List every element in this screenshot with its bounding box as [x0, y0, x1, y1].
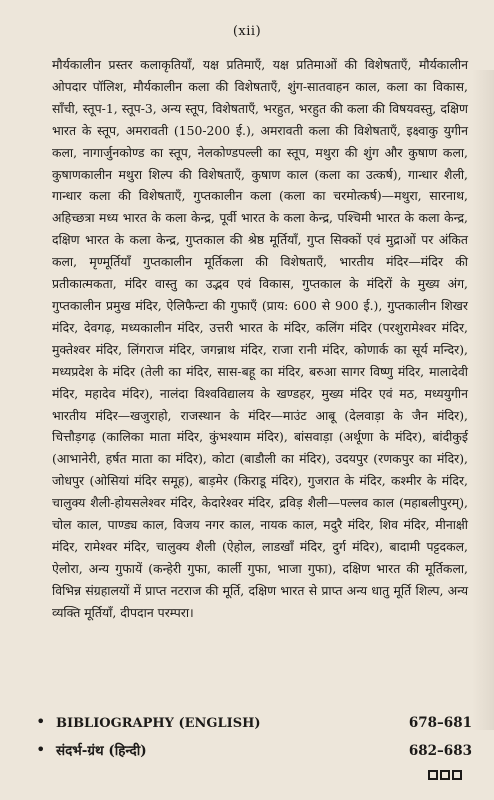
toc-entry-title: BIBLIOGRAPHY (ENGLISH): [56, 716, 261, 731]
bullet-icon: •: [36, 740, 46, 759]
square-icon: [428, 770, 438, 780]
page-number: (xii): [232, 24, 262, 39]
toc-entry-bibliography-english: [36, 714, 472, 731]
contents-body: [52, 54, 468, 624]
toc-entry-pages: 682–683: [408, 743, 472, 759]
three-squares-icon: [428, 770, 462, 780]
toc-entry-bibliography-hindi: [36, 741, 472, 759]
square-icon: [440, 770, 450, 780]
toc-entry-title: संदर्भ-ग्रंथ (हिन्दी): [56, 743, 147, 759]
toc-entry-pages: 678–681: [408, 715, 472, 731]
page-edge-shadow: [472, 70, 494, 730]
bullet-icon: •: [36, 712, 46, 731]
contents-paragraph: मौर्यकालीन प्रस्तर कलाकृतियाँ, यक्ष प्रतिमाएँ, यक्ष प्रतिमाओं की विशेषताएँ, मौर्यकालीन ओपदार पॉलिश, मौर्यकालीन कला की विशेषताएँ, शुंग-सातवाहन काल, कला का विकास, साँची, स्तूप-1, स्तूप-3, अन्य स्तूप, विशेषताएँ, भरहुत, भरहुत की कला की विषयवस्तु, दक्षिण भारत के स्तूप, अमरावती (150-200 ई.), अमरावती कला की विशेषताएँ, इक्ष्वाकु युगीन कला, नागार्जुनकोण्ड का स्तूप, नेलकोण्डपल्ली का स्तूप, मथुरा की शुंग और कुषाण कला, कुषाणकालीन मथुरा शिल्प की विशेषताएँ, कुषाण काल (कला का उत्कर्ष), गान्धार शैली, गान्धार कला की विशेषताएँ, गुप्तकालीन कला (कला का चरमोत्कर्ष)—मथुरा, सारनाथ, अहिच्छत्रा मध्य भारत के कला केन्द्र, पूर्वी भारत के कला केन्द्र, पश्चिमी भारत के कला केन्द्र, दक्षिण भारत के कला केन्द्र, गुप्तकाल की श्रेष्ठ मूर्तियाँ, गुप्त सिक्कों एवं मुद्राओं पर अंकित कला, मृण्मूर्तियाँ गुप्तकालीन मूर्तिकला की विशेषताएँ, भारतीय मंदिर—मंदिर की प्रतीकात्मकता, मंदिर वास्तु का उद्भव एवं विकास, गुप्तकाल के मंदिरों के मुख्य अंग, गुप्तकालीन प्रमुख मंदिर, ऐलिफैन्टा की गुफाएँ (प्राय: 600 से 900 ई.), गुप्तकालीन शिखर मंदिर, देवगढ़, मध्यकालीन मंदिर, उत्तरी भारत के मंदिर, कलिंग मंदिर (परशुरामेश्वर मंदिर, मुक्तेश्वर मंदिर, लिंगराज मंदिर, जगन्नाथ मंदिर, राजा रानी मंदिर, कोणार्क का सूर्य मन्दिर), मध्यप्रदेश के मंदिर (तेली का मंदिर, सास-बहू का मंदिर, बरुआ सागर विष्णु मंदिर, मालादेवी मंदिर, महादेव मंदिर), नालंदा विश्वविद्यालय के खण्डहर, मुख्य मंदिर एवं मठ, मध्ययुगीन भारतीय मंदिर—खजुराहो, राजस्थान के मंदिर—माउंट आबू (देलवाड़ा के जैन मंदिर), चित्तौड़गढ़ (कालिका माता मंदिर, कुंभश्याम मंदिर), बांसवाड़ा (अर्थूणा के मंदिर), बांदीकुई (आभानेरी, हर्षत माता का मंदिर), कोटा (बाडौली का मंदिर), उदयपुर (रणकपुर का मंदिर), जोधपुर (ओसियां मंदिर समूह), बाड़मेर (किराडू मंदिर), गुजरात के मंदिर, कश्मीर के मंदिर, चालुक्य शैली-होयसलेश्वर मंदिर, केदारेश्वर मंदिर, द्रविड़ शैली—पल्लव काल (महाबलीपुरम्), चोल काल, पाण्ड्य काल, विजय नगर काल, नायक काल, मदुरै मंदिर, शिव मंदिर, मीनाक्षी मंदिर, रामेश्वर मंदिर, चालुक्य शैली (ऐहोल, लाडखाँ मंदिर, दुर्ग मंदिर), बादामी पट्टदकल, ऐलोरा, अन्य गुफायें (कन्हेरी गुफा, कार्ली गुफा, भाजा गुफा), दक्षिण भारत की मूर्तिकला, विभिन्न संग्रहालयों में प्राप्त नटराज की मूर्ति, दक्षिण भारत से प्राप्त अन्य धातु मूर्ति शिल्प, अन्य व्यक्ति मूर्तियाँ, दीपदान परम्परा।: [52, 57, 468, 620]
square-icon: [452, 770, 462, 780]
